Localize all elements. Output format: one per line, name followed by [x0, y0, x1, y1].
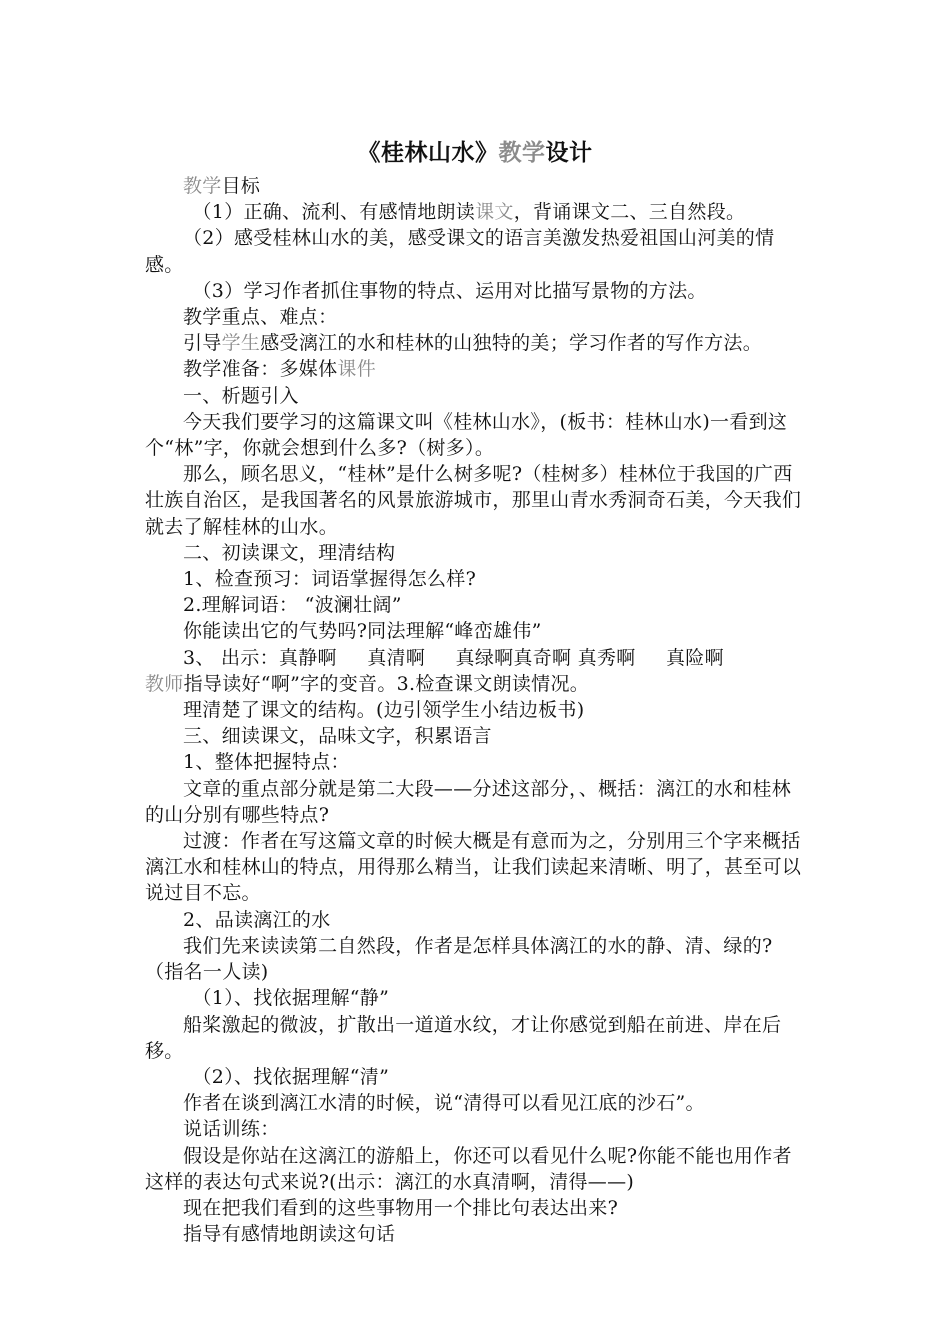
document-title [0, 134, 950, 167]
paragraph: 我们先来读读第二自然段，作者是怎样具体漓江的水的静、清、绿的? （指名一人读) [145, 934, 773, 984]
paragraph: （2）、找依据理解“清” [192, 1065, 390, 1088]
paragraph: 船桨激起的微波，扩散出一道道水纹，才让你感觉到船在前进、岸在后移。 [145, 1013, 782, 1062]
paragraph: 你能读出它的气势吗?同法理解“峰峦雄伟” [183, 620, 542, 643]
paragraph: （1）、找依据理解“静” [192, 987, 390, 1010]
section-heading: 二、初读课文，理清结构 [183, 541, 396, 564]
heading-goals [145, 173, 810, 199]
paragraph: 说话训练： [183, 1118, 280, 1141]
title-text-grey: 教学 [498, 140, 546, 166]
text-grey: 教师 [145, 672, 184, 695]
document-body [145, 173, 810, 1247]
text: 3、 出示：真静啊 [183, 646, 337, 669]
text-grey: 课件 [337, 358, 377, 381]
paragraph: 文章的重点部分就是第二大段——分述这部分，、概括：漓江的水和桂林的山分别有哪些特点? [145, 777, 792, 826]
paragraph: （3）学习作者抓住事物的特点、运用对比描写景物的方法。 [192, 279, 707, 302]
text: ，背诵课文二、三自然段。 [513, 201, 746, 224]
goal-label-grey: 教学 [183, 175, 222, 197]
heading-key-points: 教学重点、难点： [183, 306, 338, 329]
paragraph [145, 330, 810, 356]
paragraph: 1、检查预习：词语掌握得怎么样? [183, 568, 477, 591]
paragraph: 指导有感情地朗读这句话 [183, 1223, 396, 1246]
heading-preparation [145, 356, 810, 382]
text: 真险啊 [665, 646, 724, 669]
paragraph: 假设是你站在这漓江的游船上，你还可以看见什么呢?你能不能也用作者这样的表达句式来说?(出示：漓江的水真清啊，清得——) [145, 1144, 792, 1193]
text: 引导 [183, 332, 222, 355]
paragraph: 今天我们要学习的这篇课文叫《桂林山水》，(板书：桂林山水)一看到这个“林”字，你就会想到什么多?（树多）。 [145, 410, 788, 460]
text: 指导读好“啊”字的变音。3.检查课文朗读情况。 [183, 672, 590, 695]
title-text: 《桂林山水》 [357, 140, 499, 166]
text: 真绿啊真奇啊 真秀啊 [455, 646, 636, 669]
text: 教学准备：多媒体 [183, 358, 338, 381]
title-text-end: 设计 [545, 140, 593, 166]
text: 真清啊 [367, 646, 426, 669]
paragraph: 2.理解词语： “波澜壮阔” [183, 594, 402, 617]
text-grey: 课文 [475, 201, 514, 224]
paragraph [145, 199, 810, 225]
paragraph: 作者在谈到漓江水清的时候，说“清得可以看见江底的沙石”。 [183, 1092, 705, 1115]
section-heading: 三、细读课文，品味文字，积累语言 [183, 725, 492, 748]
text-grey: 学生 [221, 332, 261, 355]
paragraph [145, 671, 810, 697]
paragraph: 那么，顾名思义，“桂林”是什么树多呢?（桂树多）桂林位于我国的广西壮族自治区，是我国著名的风景旅游城市，那里山青水秀洞奇石美，今天我们就去了解桂林的山水。 [145, 463, 802, 538]
paragraph: 2、品读漓江的水 [183, 908, 331, 931]
paragraph: （2）感受桂林山水的美，感受课文的语言美激发热爱祖国山河美的情感。 [145, 227, 775, 276]
paragraph: 1、整体把握特点： [183, 751, 350, 774]
text: 感受漓江的水和桂林的山独特的美；学习作者的写作方法。 [260, 332, 763, 355]
paragraph [145, 645, 810, 671]
section-heading: 一、析题引入 [183, 384, 299, 407]
paragraph: 理清楚了课文的结构。(边引领学生小结边板书) [183, 699, 585, 722]
paragraph: 过渡：作者在写这篇文章的时候大概是有意而为之，分别用三个字来概括漓江水和桂林山的特点，用得那么精当，让我们读起来清晰、明了，甚至可以说过目不忘。 [145, 830, 802, 905]
text: （1）正确、流利、有感情地朗读 [192, 201, 476, 224]
goal-label: 目标 [221, 175, 261, 197]
paragraph: 现在把我们看到的这些事物用一个排比句表达出来? [183, 1196, 619, 1219]
